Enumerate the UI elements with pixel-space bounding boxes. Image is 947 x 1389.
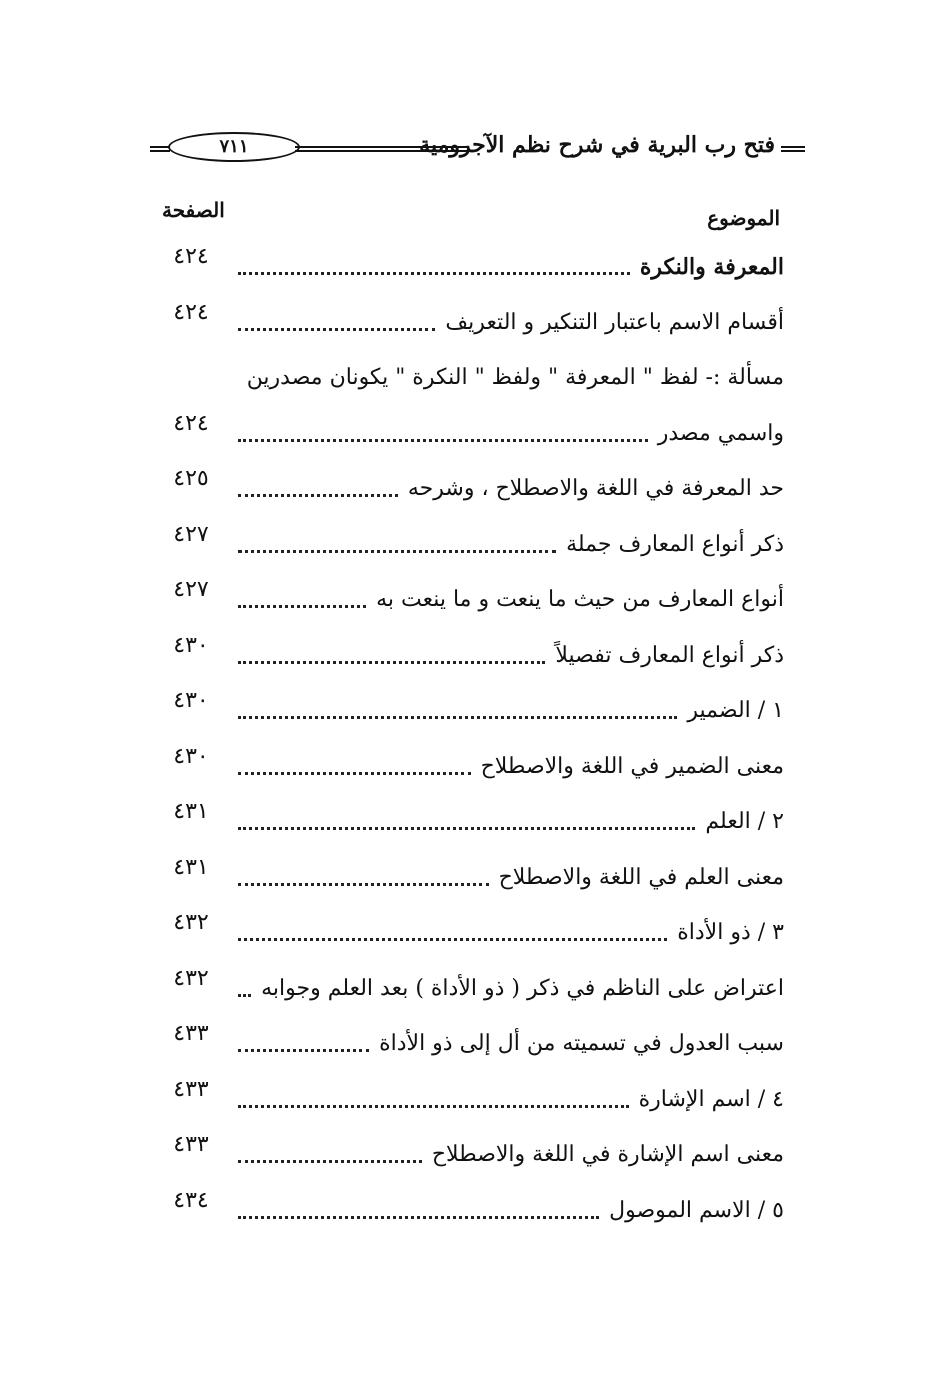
toc-entry-title: معنى الضمير في اللغة والاصطلاح: [480, 753, 784, 779]
dot-leader: [238, 425, 648, 442]
toc-entry-page: ٤٢٧: [173, 521, 209, 547]
toc-entry-page: ٤٢٤: [173, 410, 209, 436]
toc-entry-title: حد المعرفة في اللغة والاصطلاح ، وشرحه: [407, 476, 784, 501]
toc-entry-page: ٤٢٤: [173, 244, 209, 269]
toc-entry-page: ٤٢٧: [173, 577, 209, 602]
toc-entry-page: ٤٣٠: [173, 632, 209, 658]
toc-entry-title: أنواع المعارف من حيث ما ينعت و ما ينعت به: [376, 587, 784, 612]
dot-leader: [238, 980, 251, 997]
toc-entry-title: ذكر أنواع المعارف جملة: [566, 531, 784, 557]
toc-row: [150, 244, 790, 300]
toc-row: [150, 688, 790, 744]
toc-entry-title: واسمي مصدر: [657, 420, 784, 446]
toc-row: [150, 855, 790, 911]
toc-entry-title: ٢ / العلم: [705, 809, 784, 834]
header-dash-left: [150, 146, 170, 152]
table-of-contents: [150, 244, 790, 1243]
topic-column-heading: الموضوع: [707, 206, 780, 230]
toc-entry-page: ٤٣١: [173, 854, 209, 880]
toc-entry-title: ٤ / اسم الإشارة: [638, 1086, 784, 1112]
dot-leader: [238, 314, 435, 331]
dot-leader: [238, 702, 677, 719]
toc-entry-page: ٤٣٠: [173, 688, 209, 713]
toc-row: [150, 577, 790, 633]
dot-leader: [238, 1146, 422, 1163]
toc-row: [150, 744, 790, 800]
dot-leader: [238, 480, 398, 497]
toc-row: [150, 1132, 790, 1188]
toc-row: [150, 1188, 790, 1244]
toc-entry-page: ٤٣٢: [173, 910, 209, 935]
dot-leader: [238, 813, 695, 830]
running-header: [150, 126, 805, 166]
toc-entry-title: معنى العلم في اللغة والاصطلاح: [498, 864, 784, 890]
toc-entry-title: سبب العدول في تسميته من أل إلى ذو الأداة: [379, 1031, 784, 1056]
dot-leader: [238, 869, 489, 886]
toc-entry-title: معنى اسم الإشارة في اللغة والاصطلاح: [431, 1142, 784, 1167]
toc-row: [150, 799, 790, 855]
toc-entry-page: ٤٣٣: [173, 1021, 209, 1046]
dot-leader: [238, 1091, 629, 1108]
dot-leader: [238, 647, 545, 664]
dot-leader: [238, 258, 630, 275]
toc-entry-title: مسألة :- لفظ " المعرفة " ولفظ " النكرة " يكونان مصدرين: [246, 365, 784, 390]
toc-row: [150, 411, 790, 467]
dot-leader: [238, 1035, 369, 1052]
page-number-oval: ٧١١: [168, 132, 300, 162]
toc-row: [150, 522, 790, 578]
toc-entry-title: ١ / الضمير: [687, 698, 784, 723]
toc-row: [150, 1021, 790, 1077]
dot-leader: [238, 591, 366, 608]
header-dash-right: [781, 146, 805, 152]
toc-entry-page: ٤٣٢: [173, 965, 209, 991]
header-rule: [295, 146, 467, 152]
toc-entry-title: ٥ / الاسم الموصول: [609, 1197, 784, 1223]
toc-entry-page: ٤٣٠: [173, 743, 209, 769]
toc-entry-title: ٣ / ذو الأداة: [677, 920, 784, 945]
toc-row: [150, 300, 790, 356]
toc-entry-page: ٤٣٣: [173, 1076, 209, 1102]
toc-entry-page: ٤٢٥: [173, 466, 209, 491]
toc-entry-page: ٤٣٣: [173, 1132, 209, 1157]
toc-entry-title: اعتراض على الناظم في ذكر ( ذو الأداة ) بعد العلم وجوابه: [261, 975, 784, 1001]
book-title: فتح رب البرية في شرح نظم الآجرومية: [419, 132, 775, 158]
page-column-heading: الصفحة: [162, 198, 225, 222]
toc-entry-title: أقسام الاسم باعتبار التنكير و التعريف: [445, 309, 784, 335]
dot-leader: [238, 1202, 599, 1219]
toc-row: [150, 633, 790, 689]
dot-leader: [238, 924, 667, 941]
toc-row: [150, 910, 790, 966]
toc-entry-title: المعرفة والنكرة: [639, 254, 784, 280]
toc-row: [150, 466, 790, 522]
toc-entry-page: ٤٣٤: [173, 1187, 209, 1213]
toc-entry-page: ٤٢٤: [173, 299, 209, 325]
toc-row: [150, 1077, 790, 1133]
dot-leader: [238, 758, 471, 775]
toc-row: [150, 355, 790, 411]
toc-entry-page: ٤٣١: [173, 799, 209, 824]
dot-leader: [238, 536, 556, 553]
toc-row: [150, 966, 790, 1022]
toc-entry-title: ذكر أنواع المعارف تفصيلاً: [555, 642, 784, 668]
